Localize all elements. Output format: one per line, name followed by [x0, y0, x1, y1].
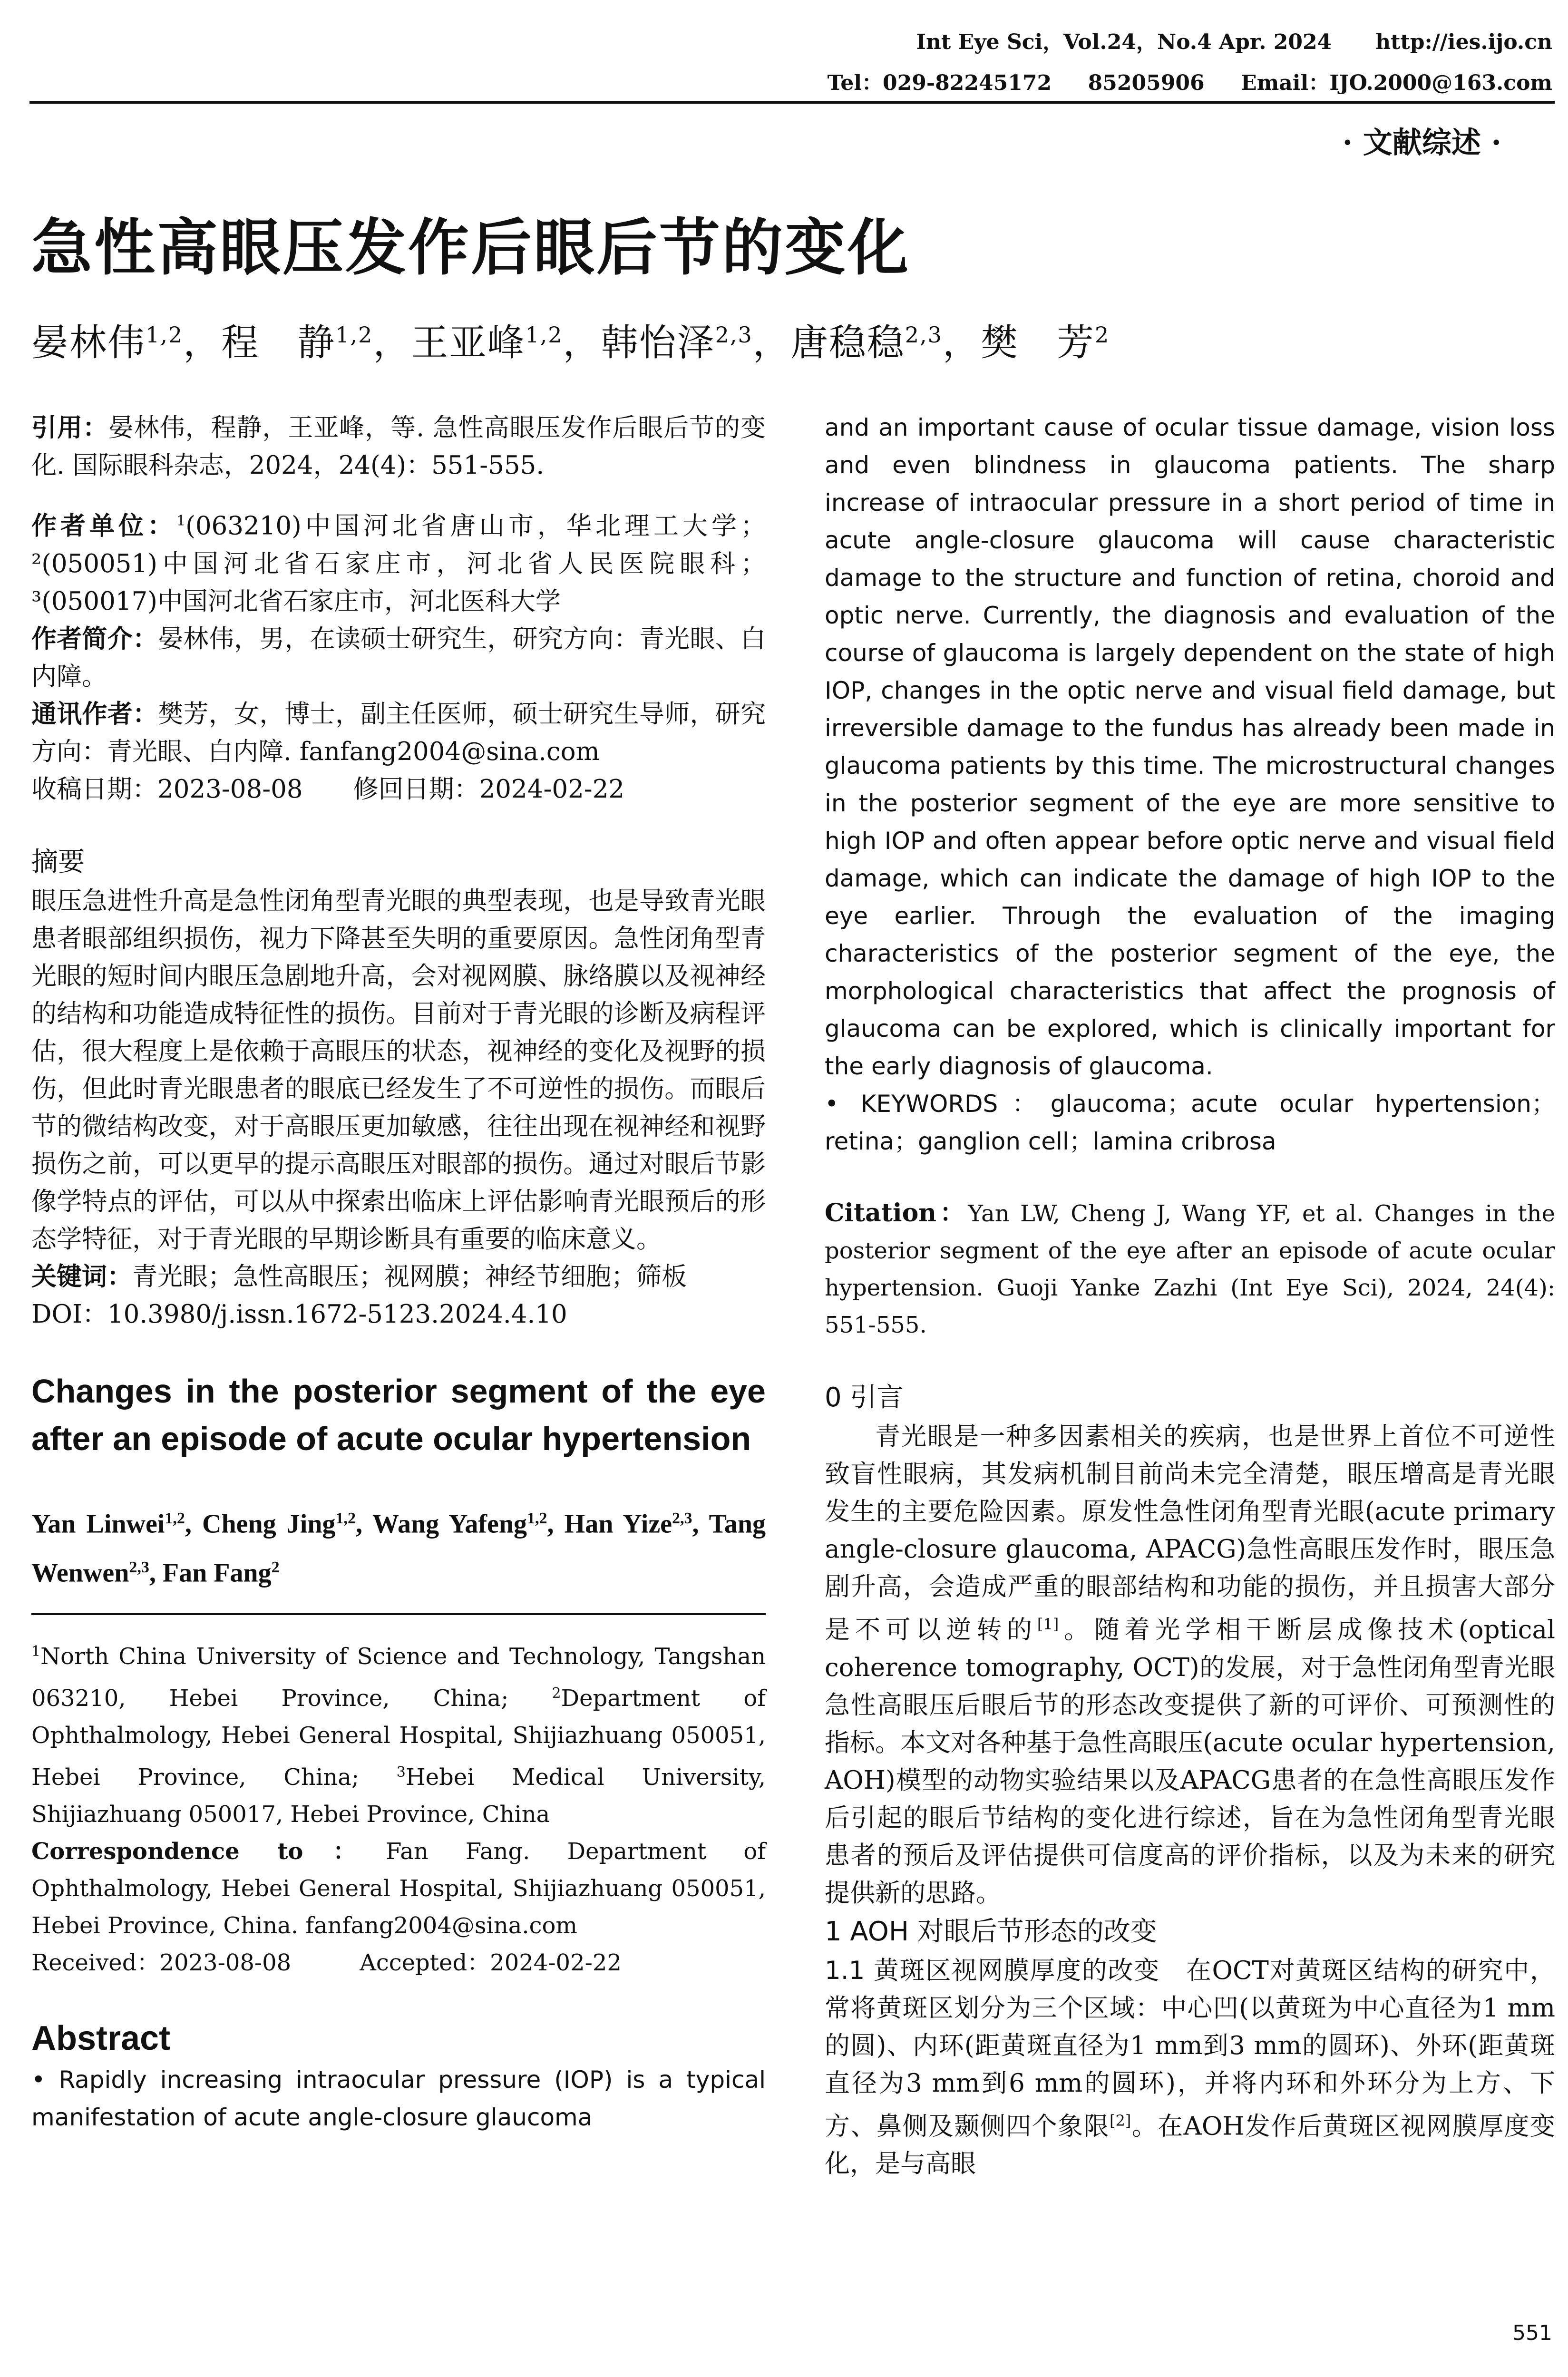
author-profile — [31, 620, 766, 695]
author-en: Tang Wenwen — [31, 1509, 766, 1588]
author-en: Fan Fang — [162, 1558, 272, 1588]
author-affil-sup: 2 — [271, 1559, 280, 1577]
section-1-heading: 1 AOH 对眼后节形态的改变 — [825, 1916, 1157, 1947]
abstract-cn-heading: 摘要 — [31, 846, 85, 877]
affiliation-en-3: Hebei Medical University, Shijiazhuang 050017, Hebei Province, China — [31, 1763, 766, 1828]
author-list-en: Yan Linwei$^{1,2}$, Cheng Jing$^{1,2}$, Wang Yafeng$^{1,2}$, Han Yize$^{2,3}$, Tang Wenwen$^{2,3}$, Fan Fang$^2$ — [31, 1509, 766, 1588]
author-affil-sup: 2,3 — [715, 322, 753, 348]
author-en: Yan Linwei — [31, 1509, 165, 1539]
author-affil-sup: 2,3 — [905, 322, 943, 348]
keywords-label: 关键词： — [31, 1262, 132, 1291]
journal-tel2: 85205906 — [1088, 71, 1205, 95]
author-list-cn: 晏林伟$^{1,2}$，程 静$^{1,2}$，王亚峰$^{1,2}$，韩怡泽$^{2,3}$，唐稳稳$^{2,3}$，樊 芳$^2$ — [31, 321, 1110, 364]
article-title-cn: 急性高眼压发作后眼后节的变化 — [31, 212, 911, 283]
citation-cn — [31, 409, 766, 484]
section-tag: · 文献综述 · — [1342, 125, 1501, 160]
journal-email[interactable]: Email：IJO.2000@163.com — [1241, 71, 1552, 95]
author-affil-sup: 1,2 — [335, 1509, 356, 1527]
author-cn: 唐稳稳 — [790, 321, 905, 364]
author-affil-sup: 1,2 — [146, 322, 184, 348]
section-1-1-paragraph — [825, 1952, 1555, 2183]
affiliation-label: 作者单位： — [31, 511, 177, 541]
profile-text: 晏林伟，男，在读硕士研究生，研究方向：青光眼、白内障。 — [31, 624, 766, 691]
author-en: Han Yize — [564, 1509, 672, 1539]
author-affil-sup: 2,3 — [129, 1559, 149, 1577]
citation-en — [825, 1195, 1555, 1344]
article-title-en: Changes in the posterior segment of the eye after an episode of acute ocular hypertension — [31, 1372, 766, 1457]
abstract-en-heading: Abstract — [31, 2019, 171, 2057]
header-rule — [29, 101, 1555, 104]
author-affil-sup: 2,3 — [672, 1509, 692, 1527]
author-cn: 樊 芳 — [980, 321, 1095, 364]
abstract-cn-text: 眼压急进性升高是急性闭角型青光眼的典型表现，也是导致青光眼患者眼部组织损伤，视力下降甚至失明的重要原因。急性闭角型青光眼的短时间内眼压急剧地升高，会对视网膜、脉络膜以及视神经的结构和功能造成特征性的损伤。目前对于青光眼的诊断及病程评估，很大程度上是依赖于高眼压的状态，视神经的变化及视野的损伤，但此时青光眼患者的眼底已经发生了不可逆性的损伤。而眼后节的微结构改变，对于高眼压更加敏感，往往出现在视神经和视野损伤之前，可以更早的提示高眼压对眼部的损伤。通过对眼后节影像学特点的评估，可以从中探索出临床上评估影响青光眼预后的形态学特征，对于青光眼的早期诊断具有重要的临床意义。 — [31, 886, 766, 1254]
profile-label: 作者简介： — [31, 624, 158, 653]
received-dates-cn: 收稿日期：2023-08-08 修回日期：2024-02-22 — [31, 774, 625, 804]
affiliation-cn: 作者单位：$^1$(063210)中国河北省唐山市，华北理工大学；²(050051)中国河北省石家庄市，河北省人民医院眼科；³(050017)中国河北省石家庄市，河北医科大学 — [31, 511, 766, 616]
citation-en-label: Citation： — [825, 1198, 968, 1227]
journal-name: Int Eye Sci，Vol.24，No.4 Apr. 2024 — [916, 30, 1332, 54]
section-1-1-text: 在OCT对黄斑区结构的研究中，常将黄斑区划分为三个区域：中心凹(以黄斑为中心直径为1 mm的圆)、内环(距黄斑直径为1 mm到3 mm的圆环)、外环(距黄斑直径为3 mm到6 mm的圆环)，并将内环和外环分为上方、下方、鼻侧及颞侧四个象限 — [825, 1956, 1555, 2141]
abstract-en-start: • Rapidly increasing intraocular pressure (IOP) is a typical manifestation of acute angle-closure glaucoma — [31, 2065, 766, 2131]
intro-text-cont: 。随着光学相干断层成像技术(optical coherence tomography, OCT)的发展，对于急性闭角型青光眼急性高眼压后眼后节的形态改变提供了新的可评价、可预测性的指标。本文对各种基于急性高眼压(acute ocular hypertension, AOH)模型的动物实验结果以及APACG患者的在急性高眼压发作后引起的眼后节结构的变化进行综述，旨在为急性闭角型青光眼患者的预后及评估提供可信度高的评价指标，以及为未来的研究提供新的思路。 — [825, 1615, 1555, 1908]
citation-text: 晏林伟，程静，王亚峰，等. 急性高眼压发作后眼后节的变化. 国际眼科杂志，2024，24(4)：551-555. — [31, 413, 766, 480]
author-affil-sup: 2 — [1094, 322, 1110, 348]
corr-label: 通讯作者： — [31, 699, 158, 729]
corr-en-text: Fan Fang. Department of Ophthalmology, Hebei General Hospital, Shijiazhuang 050051, Hebei Province, China. fanfang2004@sina.com — [31, 1838, 766, 1939]
author-cn: 晏林伟 — [31, 321, 146, 364]
affiliation-text: (063210)中国河北省唐山市，华北理工大学；²(050051)中国河北省石家庄市，河北省人民医院眼科；³(050017)中国河北省石家庄市，河北医科大学 — [31, 511, 766, 616]
keywords-text: 青光眼；急性高眼压；视网膜；神经节细胞；筛板 — [132, 1262, 687, 1291]
journal-contact — [828, 66, 1552, 96]
journal-header — [916, 25, 1552, 55]
corr-en-label: Correspondence to： — [31, 1838, 386, 1865]
author-affil-sup: 1,2 — [165, 1509, 185, 1527]
affiliation-en: $^1$North China University of Science and Technology, Tangshan 063210, Hebei Province, China; $^2$Department of Ophthalmology, Hebei General Hospital, Shijiazhuang 050051, Hebei Province, China; $^3$Hebei Medical University, Shijiazhuang 050017, Hebei Province, China — [31, 1643, 766, 1828]
intro-paragraph — [825, 1418, 1555, 1912]
author-cn: 韩怡泽 — [601, 321, 715, 364]
reference-marker[interactable]: [2] — [1109, 2111, 1131, 2130]
author-affil-sup: 1,2 — [527, 1509, 547, 1527]
affiliation-en-1: North China University of Science and Technology, Tangshan 063210, Hebei Province, China; — [31, 1643, 766, 1712]
correspondence-en — [31, 1833, 766, 1944]
right-column — [825, 409, 1555, 2182]
author-cn: 王亚峰 — [411, 321, 526, 364]
intro-text: 青光眼是一种多因素相关的疾病，也是世界上首位不可逆性致盲性眼病，其发病机制目前尚未完全清楚，眼压增高是青光眼发生的主要危险因素。原发性急性闭角型青光眼(acute primary angle-closure glaucoma, APACG)急性高眼压发作时，眼压急剧升高，会造成严重的眼部结构和功能的损伤，并且损害大部分是不可以逆转的 — [825, 1422, 1555, 1645]
keywords-cn — [31, 1258, 766, 1296]
doi[interactable]: DOI：10.3980/j.issn.1672-5123.2024.4.10 — [31, 1299, 567, 1329]
author-en: Cheng Jing — [202, 1509, 336, 1539]
author-affil-sup: 1,2 — [525, 322, 563, 348]
abstract-en-continued: and an important cause of ocular tissue damage, vision loss and even blindness in glaucoma patients. The sharp increase of intraocular pressure in a short period of time in acute angle-closure glaucoma will cause characteristic damage to the structure and function of retina, choroid and optic nerve. Currently, the diagnosis and evaluation of the course of glaucoma is largely dependent on the state of high IOP, changes in the optic nerve and visual field damage, but irreversible damage to the fundus has already been made in glaucoma patients by this time. The microstructural changes in the posterior segment of the eye are more sensitive to high IOP and often appear before optic nerve and visual field damage, which can indicate the damage of high IOP to the eye earlier. Through the evaluation of the imaging characteristics of the posterior segment of the eye, the morphological characteristics that affect the prognosis of glaucoma can be explored, which is clinically important for the early diagnosis of glaucoma. — [825, 414, 1555, 1080]
intro-heading: 0 引言 — [825, 1382, 904, 1413]
keywords-en: • KEYWORDS：glaucoma；acute ocular hypertension；retina；ganglion cell；lamina cribrosa — [825, 1090, 1555, 1155]
received-dates-en: Received：2023-08-08 Accepted：2024-02-22 — [31, 1949, 622, 1976]
author-cn: 程 静 — [221, 321, 336, 364]
affiliation-en-2: Department of Ophthalmology, Hebei General Hospital, Shijiazhuang 050051, Hebei Province, China; — [31, 1685, 766, 1791]
reference-marker[interactable]: [1] — [1037, 1615, 1059, 1633]
citation-en-text: Yan LW, Cheng J, Wang YF, et al. Changes in the posterior segment of the eye after an episode of acute ocular hypertension. Guoji Yanke Zazhi (Int Eye Sci), 2024, 24(4): 551-555. — [825, 1200, 1555, 1338]
section-1-1-heading: 1.1 黄斑区视网膜厚度的改变 — [825, 1956, 1160, 1985]
author-affil-sup: 1,2 — [335, 322, 373, 348]
page-number: 551 — [1512, 2321, 1552, 2345]
journal-website[interactable]: http://ies.ijo.cn — [1375, 30, 1552, 54]
journal-tel: Tel：029-82245172 — [827, 71, 1052, 95]
corresponding-author — [31, 695, 766, 770]
left-column — [31, 409, 766, 2136]
citation-label: 引用： — [31, 413, 108, 442]
author-en: Wang Yafeng — [372, 1509, 527, 1539]
section-1-1-text-cont: 。在AOH发作后黄斑区视网膜厚度变化，是与高眼 — [825, 2112, 1556, 2179]
corr-text: 樊芳，女，博士，副主任医师，硕士研究生导师，研究方向：青光眼、白内障. fanfang2004@sina.com — [31, 699, 766, 766]
